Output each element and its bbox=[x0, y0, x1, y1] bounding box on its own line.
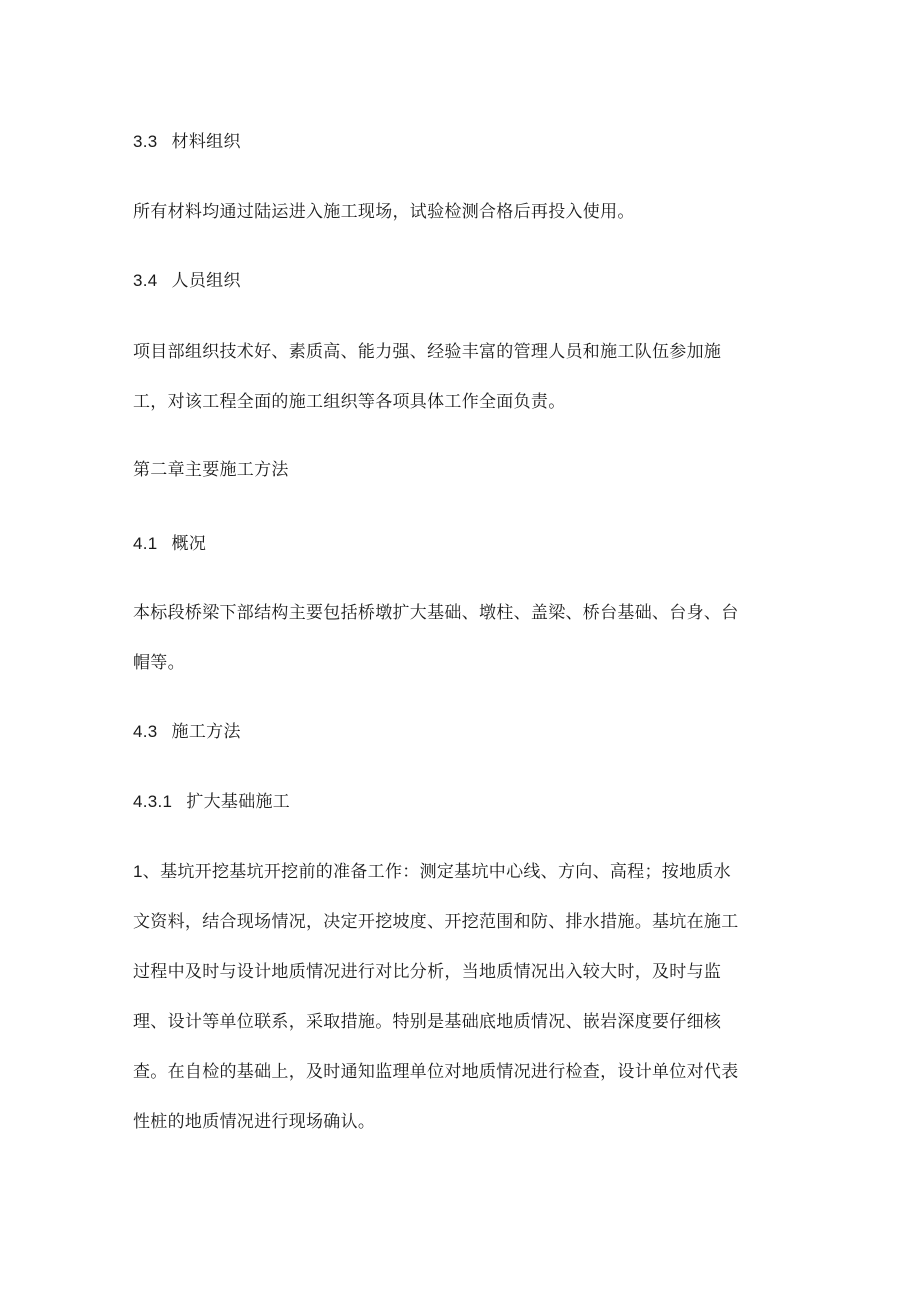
paragraph-3-4-line-2: 工，对该工程全面的施工组织等各项具体工作全面负责。 bbox=[133, 392, 566, 412]
heading-number: 3.4 bbox=[133, 271, 158, 290]
heading-number: 4.3.1 bbox=[133, 792, 173, 811]
heading-number: 4.1 bbox=[133, 534, 158, 553]
heading-title: 扩大基础施工 bbox=[186, 792, 291, 812]
item-1-line-2: 文资料，结合现场情况，决定开挖坡度、开挖范围和防、排水措施。基坑在施工 bbox=[133, 912, 739, 932]
item-1-line-4: 理、设计等单位联系，采取措施。特别是基础底地质情况、嵌岩深度要仔细核 bbox=[133, 1012, 722, 1032]
heading-3-4 bbox=[133, 269, 241, 293]
chapter-title: 第二章主要施工方法 bbox=[133, 460, 289, 480]
item-text: 、基坑开挖基坑开挖前的准备工作：测定基坑中心线、方向、高程；按地质水 bbox=[142, 862, 731, 882]
heading-title: 材料组织 bbox=[171, 132, 241, 152]
paragraph-3-4-line-1: 项目部组织技术好、素质高、能力强、经验丰富的管理人员和施工队伍参加施 bbox=[133, 342, 722, 362]
heading-4-3-1 bbox=[133, 790, 290, 814]
heading-title: 人员组织 bbox=[171, 271, 241, 291]
item-number: 1 bbox=[133, 862, 143, 881]
paragraph-3-3: 所有材料均通过陆运进入施工现场，试验检测合格后再投入使用。 bbox=[133, 202, 635, 222]
paragraph-4-1-line-2: 帽等。 bbox=[133, 653, 185, 673]
heading-4-1 bbox=[133, 532, 206, 556]
heading-number: 3.3 bbox=[133, 132, 158, 151]
heading-3-3 bbox=[133, 130, 241, 154]
heading-title: 施工方法 bbox=[171, 722, 241, 742]
item-1-line-1 bbox=[133, 860, 731, 884]
paragraph-4-1-line-1: 本标段桥梁下部结构主要包括桥墩扩大基础、墩柱、盖梁、桥台基础、台身、台 bbox=[133, 603, 739, 623]
heading-4-3 bbox=[133, 720, 241, 744]
heading-number: 4.3 bbox=[133, 722, 158, 741]
item-1-line-6: 性桩的地质情况进行现场确认。 bbox=[133, 1112, 376, 1132]
item-1-line-5: 查。在自检的基础上，及时通知监理单位对地质情况进行检查，设计单位对代表 bbox=[133, 1062, 739, 1082]
heading-title: 概况 bbox=[171, 534, 207, 554]
item-1-line-3: 过程中及时与设计地质情况进行对比分析，当地质情况出入较大时，及时与监 bbox=[133, 962, 722, 982]
